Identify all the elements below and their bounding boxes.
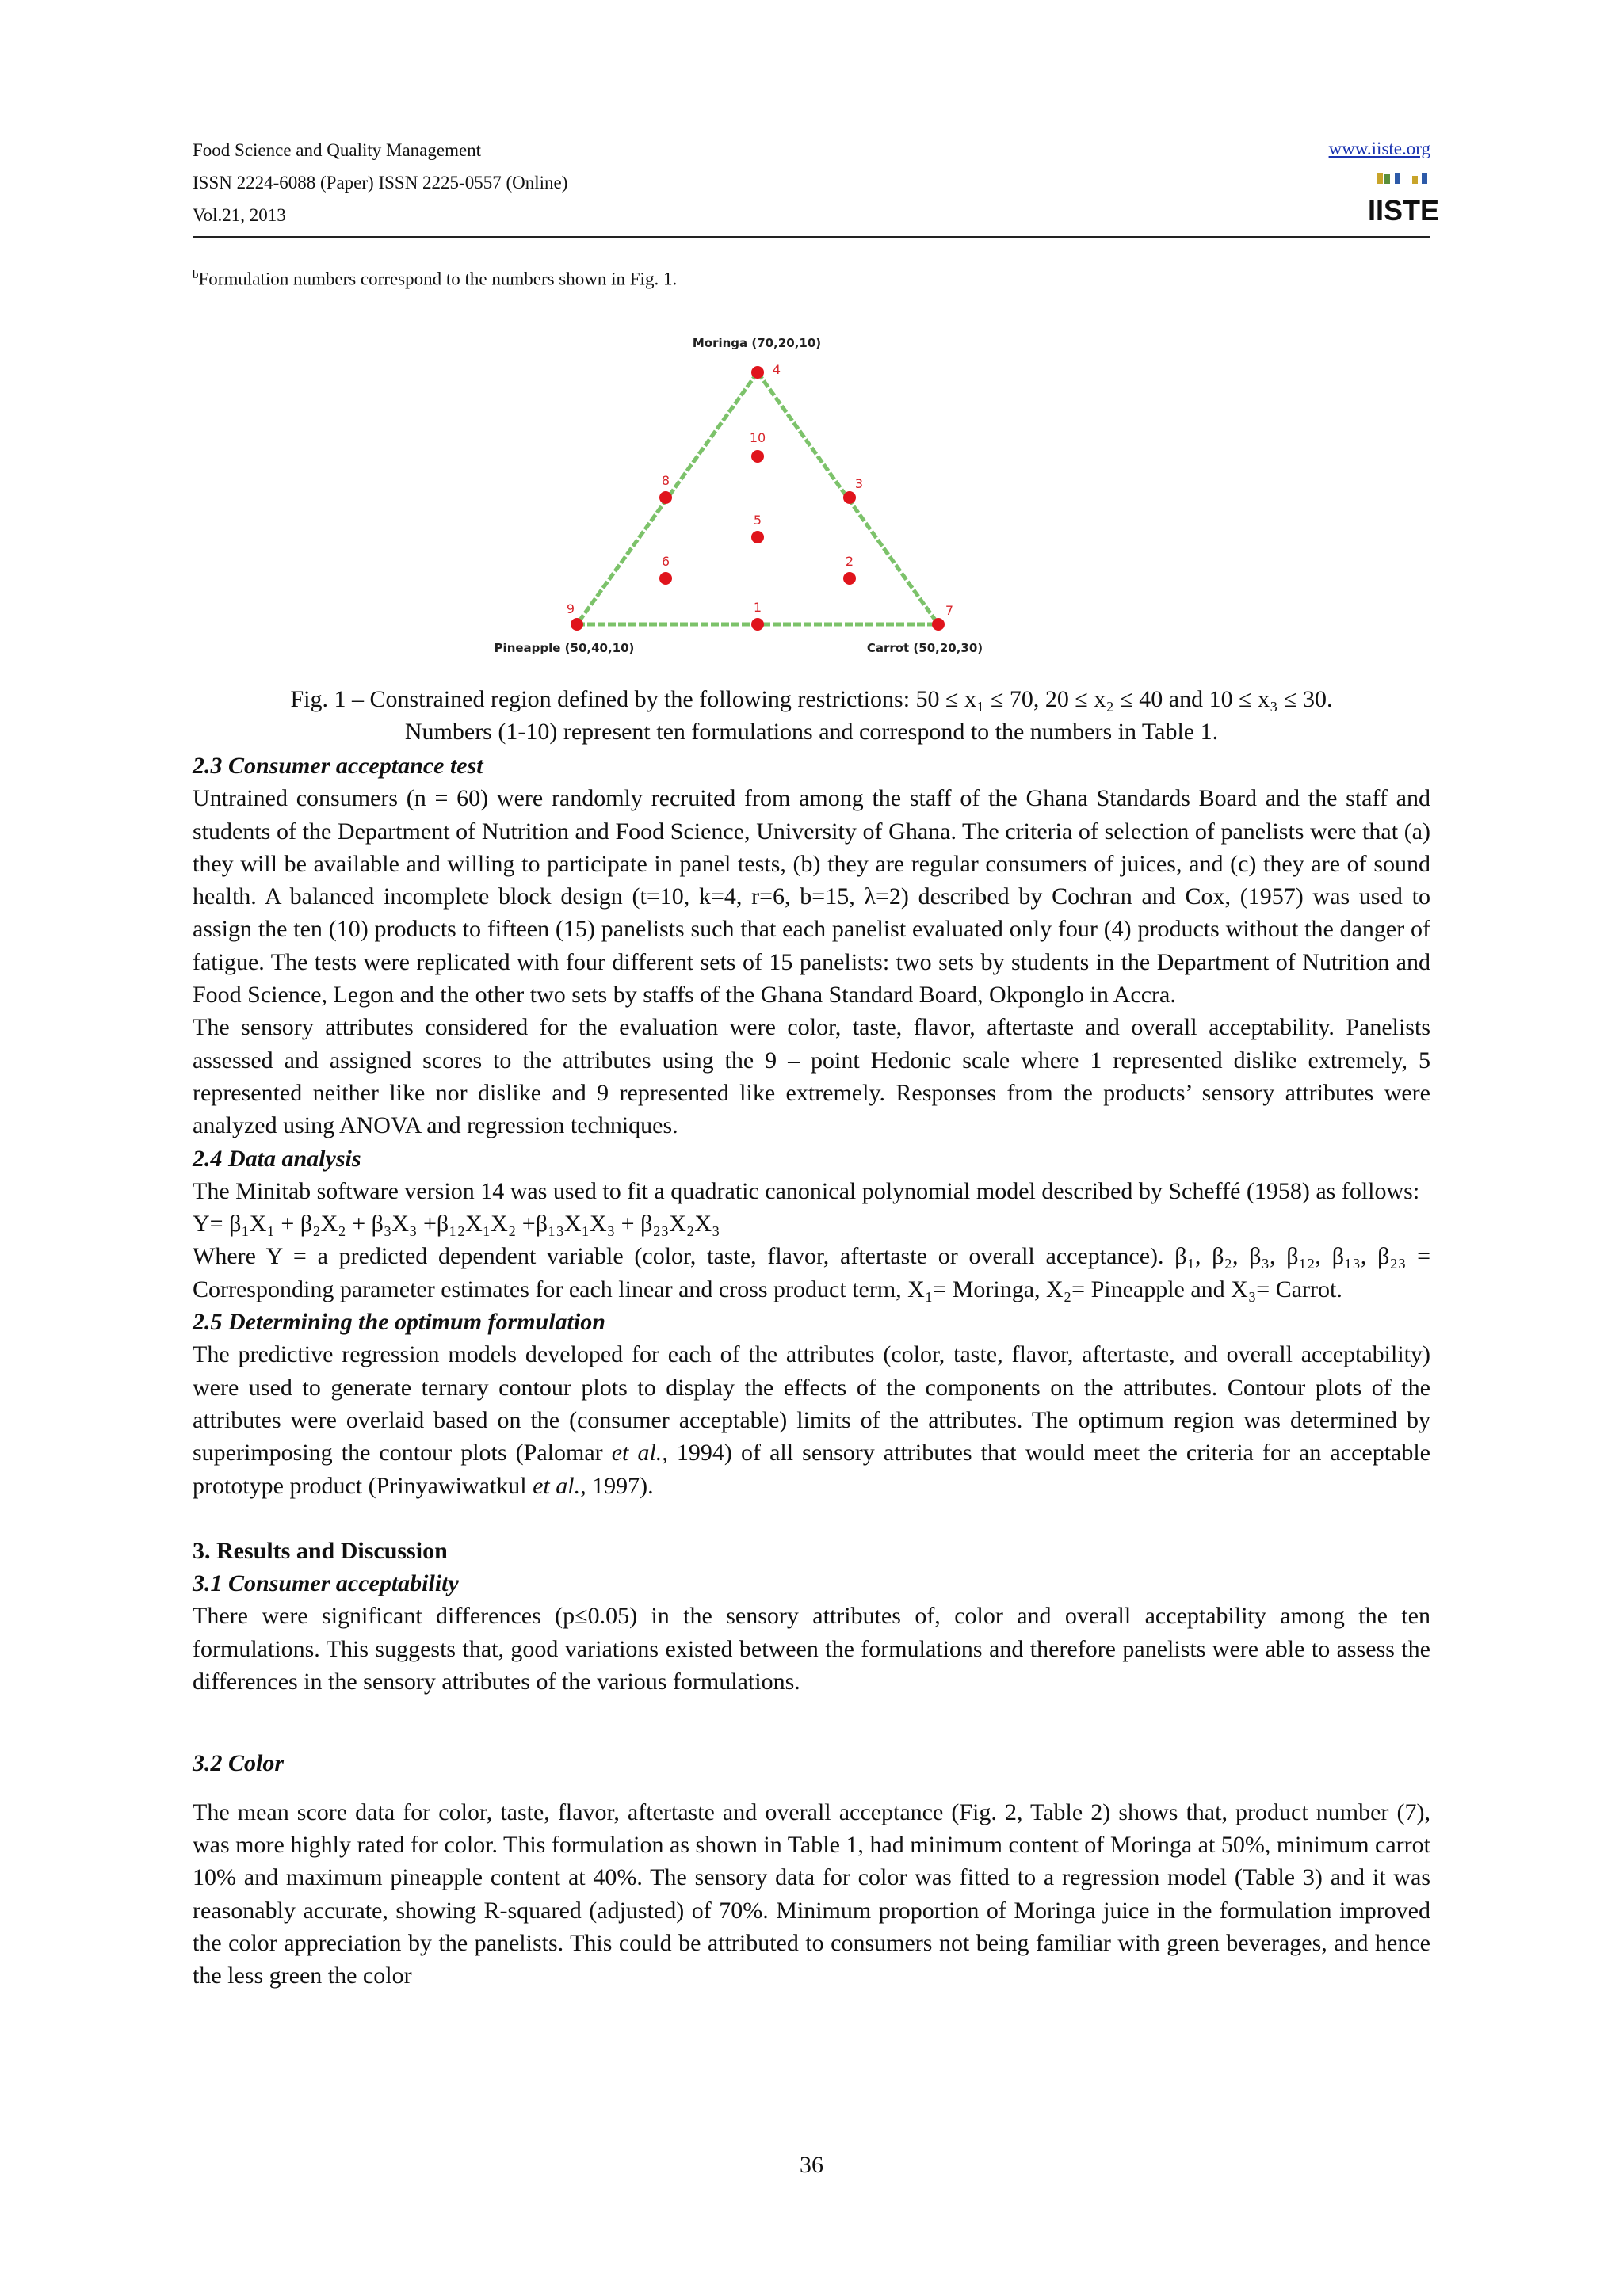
paragraph-3-2: The mean score data for color, taste, flavor, aftertaste and overall acceptance (Fig. 2, Table 2) shows that, product number (7), was more highly rated for color. This formulation as shown in Table 1, had minimum content of Moringa at 50%, minimum carrot 10% and maximum pineapple content at 40%. The sensory data for color was fitted to a regression model (Table 3) and it was reasonably accurate, showing R-squared (adjusted) of 70%. Minimum proportion of Moringa juice in the formulation improved the color appreciation by the panelists. This could be attributed to consumers not being familiar with green beverages, and hence the less green the color [193,1798,1430,1989]
iiste-logo [1367,171,1440,228]
formulation-point-10 [751,450,764,463]
formulation-label-2: 2 [845,554,854,569]
p25-text-c: 1997). [586,1472,654,1499]
caption-line-1: Fig. 1 – Constrained region defined by the following restrictions: 50 ≤ x₁ ≤ 70, 20 ≤ x₂ ≤ 40 and 10 ≤ x₃ ≤ 30. [290,686,1333,712]
formulation-label-9: 9 [566,601,575,616]
header-divider [193,236,1430,238]
volume-line: Vol.21, 2013 [193,205,286,225]
vertex-label-moringa: Moringa (70,20,10) [692,336,822,350]
p25-etal-1: et al., [611,1440,668,1466]
constraint-triangle [577,372,938,624]
journal-title: Food Science and Quality Management [193,140,482,160]
heading-2-5: 2.5 Determining the optimum formulation [193,1309,605,1336]
formulation-label-5: 5 [753,513,762,528]
heading-3: 3. Results and Discussion [193,1537,448,1564]
footnote-marker: b [193,269,199,281]
paragraph-2-5 [193,1338,1430,1501]
formulation-points [567,362,953,631]
paragraph-2-4-b: Where Y = a predicted dependent variable (color, taste, flavor, aftertaste or overall acceptance). β₁, β₂, β₃, β₁₂, β₁₃, β₂₃ = Corresponding parameter estimates for each linear and cross product term, X₁= Moringa, X₂= Pineapple and X₃= Carrot. [193,1243,1430,1302]
spacer [193,1698,1430,1747]
formulation-point-1 [751,618,764,631]
footnote-text: Formulation numbers correspond to the numbers shown in Fig. 1. [198,269,678,289]
vertex-label-carrot: Carrot (50,20,30) [866,641,983,655]
formulation-label-8: 8 [661,473,670,488]
model-equation: Y= β₁X₁ + β₂X₂ + β₃X₃ +β₁₂X₁X₂ +β₁₃X₁X₃ + β₂₃X₂X₃ [193,1211,720,1238]
logo-text: IISTE [1367,194,1440,227]
heading-2-4: 2.4 Data analysis [193,1145,361,1172]
heading-2-3: 2.3 Consumer acceptance test [193,753,483,779]
page-number: 36 [800,2152,823,2178]
formulation-label-7: 7 [945,603,954,618]
table-footnote [193,269,677,290]
paragraph-2-3-b: The sensory attributes considered for the evaluation were color, taste, flavor, aftertaste and overall acceptability. Panelists assessed and assigned scores to the attributes using the 9 – point Hedonic scale where 1 represented dislike extremely, 5 represented neither like nor dislike and 9 represented like extremely. Responses from the products’ sensory attributes were analyzed using ANOVA and regression techniques. [193,1014,1430,1139]
issn-line: ISSN 2224-6088 (Paper) ISSN 2225-0557 (Online) [193,173,568,193]
paragraph-2-4-a: The Minitab software version 14 was used to fit a quadratic canonical polynomial model described by Scheffé (1958) as follows: [193,1177,1420,1204]
formulation-point-3 [843,491,856,504]
p25-etal-2: et al., [533,1472,586,1499]
heading-3-1: 3.1 Consumer acceptability [193,1570,459,1597]
vertex-label-pineapple: Pineapple (50,40,10) [494,641,635,655]
p25-text-b: 1994) of all sensory attributes that would meet the criteria for an acceptable prototype product (Prinyawiwatkul [193,1440,1430,1499]
figure-1-ternary-diagram [468,325,1038,666]
formulation-label-3: 3 [854,476,864,491]
p25-text-a: The predictive regression models developed for each of the attributes (color, taste, flavor, aftertaste, and overall acceptability) were used to generate ternary contour plots to display the effects of the components on the attributes. Contour plots of the attributes were overlaid based on the (consumer acceptable) limits of the attributes. The optimum region was determined by superimposing the contour plots (Palomar [193,1341,1430,1466]
formulation-label-4: 4 [772,362,781,377]
paragraph-2-3-a: Untrained consumers (n = 60) were randomly recruited from among the staff of the Ghana Standards Board and the staff and students of the Department of Nutrition and Food Science, University of Ghana. The criteria of selection of panelists were that (a) they will be available and willing to participate in panel tests, (b) they are regular consumers of juices, and (c) they are of sound health. A balanced incomplete block design (t=10, k=4, r=6, b=15, λ=2) described by Cochran and Cox, (1957) was used to assign the ten (10) products to fifteen (15) panelists such that each panelist evaluated only four (4) products without the danger of fatigue. The tests were replicated with four different sets of 15 panelists: two sets by students in the Department of Nutrition and Food Science, Legon and the other two sets by staffs of the Ghana Standard Board, Okponglo in Accra. [193,785,1430,1009]
spacer [193,1502,1430,1535]
formulation-point-6 [659,572,672,585]
heading-3-2: 3.2 Color [193,1750,285,1777]
spacer [193,1780,1430,1796]
formulation-label-1: 1 [753,600,762,615]
formulation-label-10: 10 [749,430,766,445]
formulation-point-2 [843,572,856,585]
formulation-point-4 [751,366,764,379]
paragraph-3-1: There were significant differences (p≤0.05) in the sensory attributes of, color and overall acceptability among the ten formulations. This suggests that, good variations existed between the formulations and therefore panelists were able to assess the differences in the sensory attributes of the various formulations. [193,1603,1430,1695]
formulation-point-8 [659,491,672,504]
formulation-label-6: 6 [661,554,670,569]
body-text [193,749,1430,1992]
formulation-point-5 [751,531,764,543]
formulation-point-9 [571,618,583,631]
journal-url-link[interactable]: www.iiste.org [1328,139,1430,158]
formulation-point-7 [932,618,945,631]
figure-1-caption [193,683,1430,748]
caption-line-2: Numbers (1-10) represent ten formulations and correspond to the numbers in Table 1. [404,719,1219,745]
